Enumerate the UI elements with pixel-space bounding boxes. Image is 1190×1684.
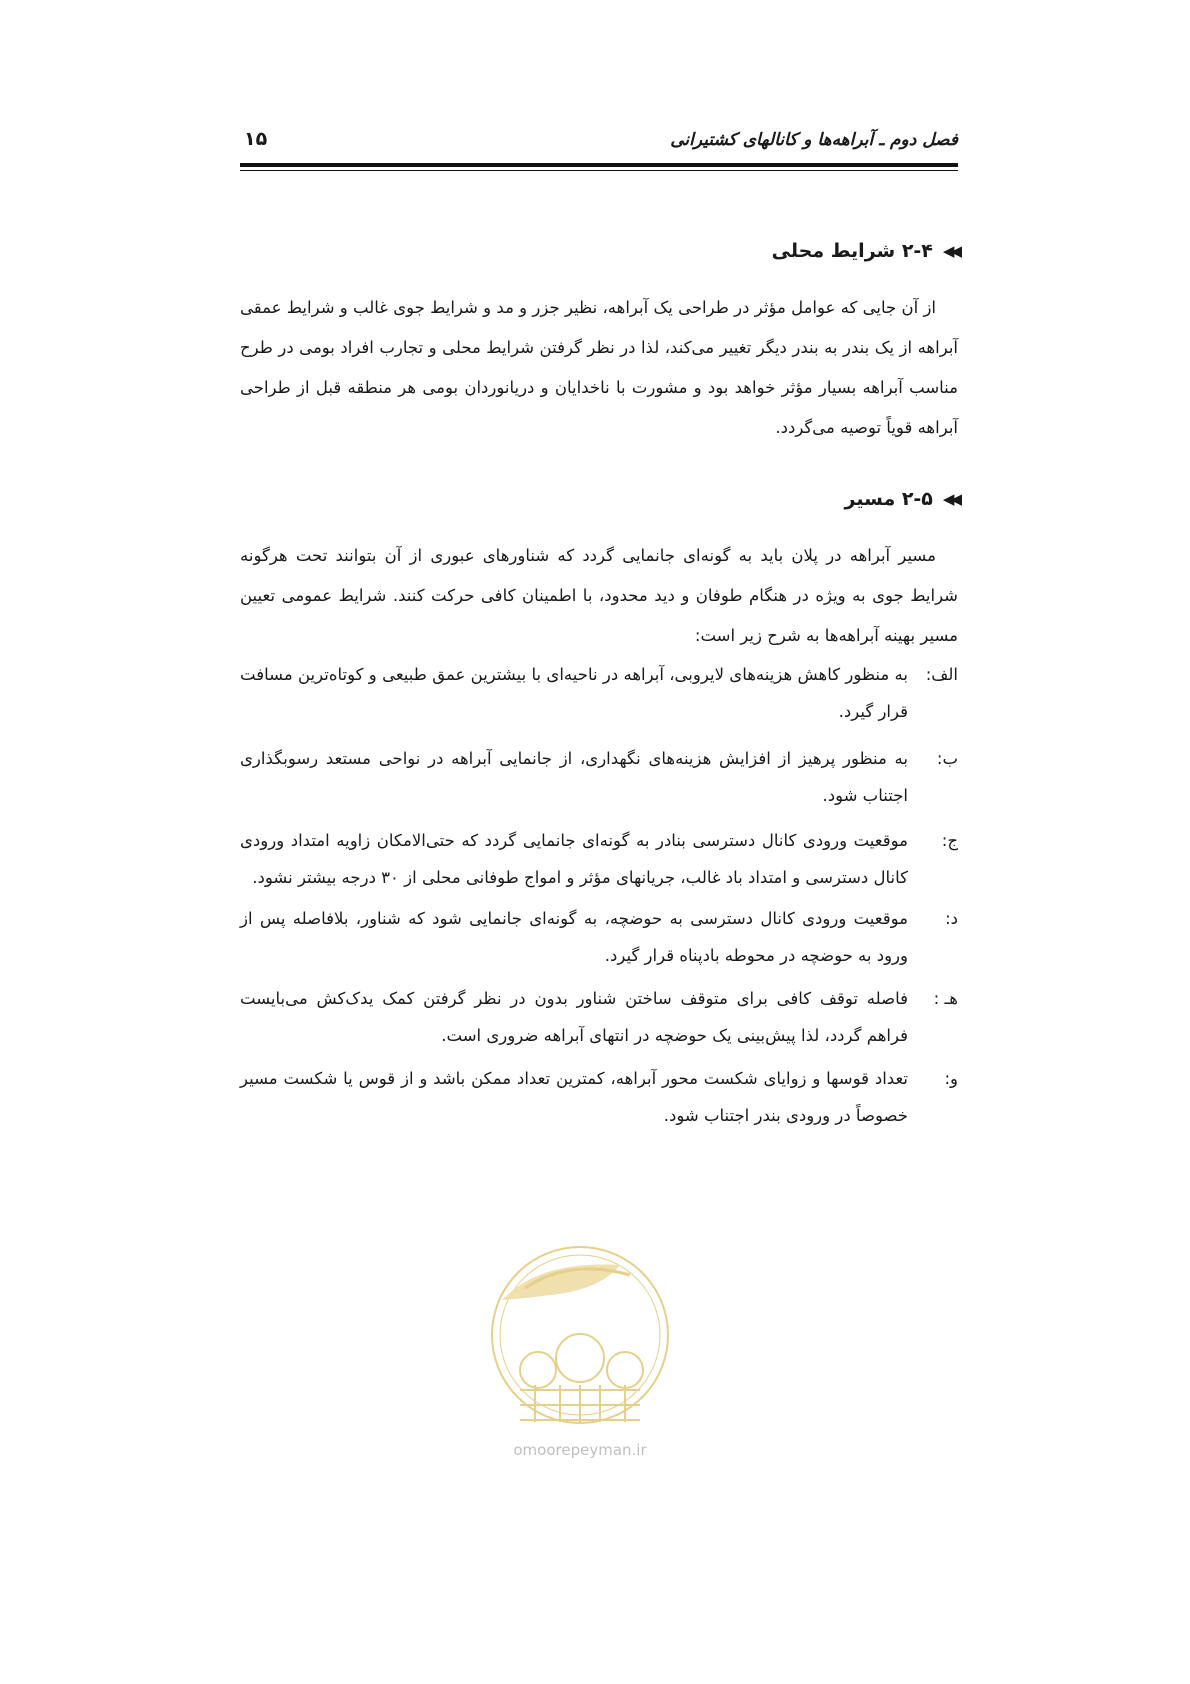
list-item [240,980,958,1054]
header-rule-thin [240,170,958,171]
list-item-text: تعداد قوسها و زوایای شکست محور آبراهه، کمترین تعداد ممکن باشد و از قوس یا شکست مسیر خصوصاً در ورودی بندر اجتناب شود. [240,1069,908,1125]
list-item [240,740,958,814]
list-item-label: هـ : [933,989,958,1008]
watermark-logo [480,1240,680,1490]
list-item-label: د: [945,909,958,928]
list-item-text: به منظور کاهش هزینه‌های لایروبی، آبراهه در ناحیه‌ای با بیشترین عمق طبیعی و کوتاه‌ترین مسافت قرار گیرد. [240,665,908,721]
running-header [240,124,958,160]
double-arrow-icon: ◀◀ [942,490,958,508]
list-item-text: به منظور پرهیز از افزایش هزینه‌های نگهداری، از جانمایی آبراهه در نواحی مستعد رسوبگذاری اجتناب شود. [240,749,908,805]
list-item-text: موقعیت ورودی کانال دسترسی بنادر به گونه‌ای جانمایی گردد که حتی‌الامکان زاویه امتداد ورودی کانال دسترسی و امتداد باد غالب، جریانهای مؤثر و امواج طوفانی محلی از ۳۰ درجه بیشتر نشود. [240,831,908,887]
section-paragraph: از آن جایی که عوامل مؤثر در طراحی یک آبراهه، نظیر جزر و مد و شرایط جوی غالب و شرایط عمقی آبراهه از یک بندر به بندر دیگر تغییر می‌کند، لذا در نظر گرفتن شرایط محلی و تجارب افراد بومی در طرح مناسب آبراهه بسیار مؤثر خواهد بود و مشورت با ناخدایان و دریانوردان بومی هر منطقه قبل از طراحی آبراهه قویاً توصیه می‌گردد. [240,298,958,437]
section-heading-route [240,488,958,510]
list-item [240,900,958,974]
list-item [240,822,958,896]
list-item-text: فاصله توقف کافی برای متوقف ساختن شناور بدون در نظر گرفتن کمک یدک‌کش می‌بایست فراهم گردد، لذا پیش‌بینی یک حوضچه در انتهای آبراهه ضروری است. [240,989,908,1045]
section-paragraph: مسیر آبراهه در پلان باید به گونه‌ای جانمایی گردد که شناورهای عبوری از آن بتوانند تحت هرگونه شرایط جوی به ویژه در هنگام طوفان و دید محدود، با اطمینان کافی حرکت کنند. شرایط عمومی تعیین مسیر بهینه آبراهه‌ها به شرح زیر است: [240,546,958,645]
page-number: ۱۵ [244,128,268,150]
seal-icon [480,1240,680,1490]
list-item-text: موقعیت ورودی کانال دسترسی به حوضچه، به گونه‌ای جانمایی شود که شناور، بلافاصله پس از ورود به حوضچه در محوطه بادپناه قرار گیرد. [240,909,908,965]
list-item-label: ب: [936,749,958,768]
list-item [240,656,958,730]
watermark-text: omoorepeyman.ir [513,1441,647,1459]
section-heading-local-conditions [240,240,958,262]
section-title: ۲-۵ مسیر [844,488,933,510]
section-title: ۲-۴ شرایط محلی [771,240,933,262]
list-item-label: ج: [941,831,958,850]
list-item [240,1060,958,1134]
list-item-label: الف: [925,665,958,684]
chapter-title: فصل دوم ـ آبراهه‌ها و کانالهای کشتیرانی [670,130,958,150]
list-item-label: و: [944,1069,958,1088]
double-arrow-icon: ◀◀ [942,242,958,260]
header-rule-thick [240,163,958,167]
